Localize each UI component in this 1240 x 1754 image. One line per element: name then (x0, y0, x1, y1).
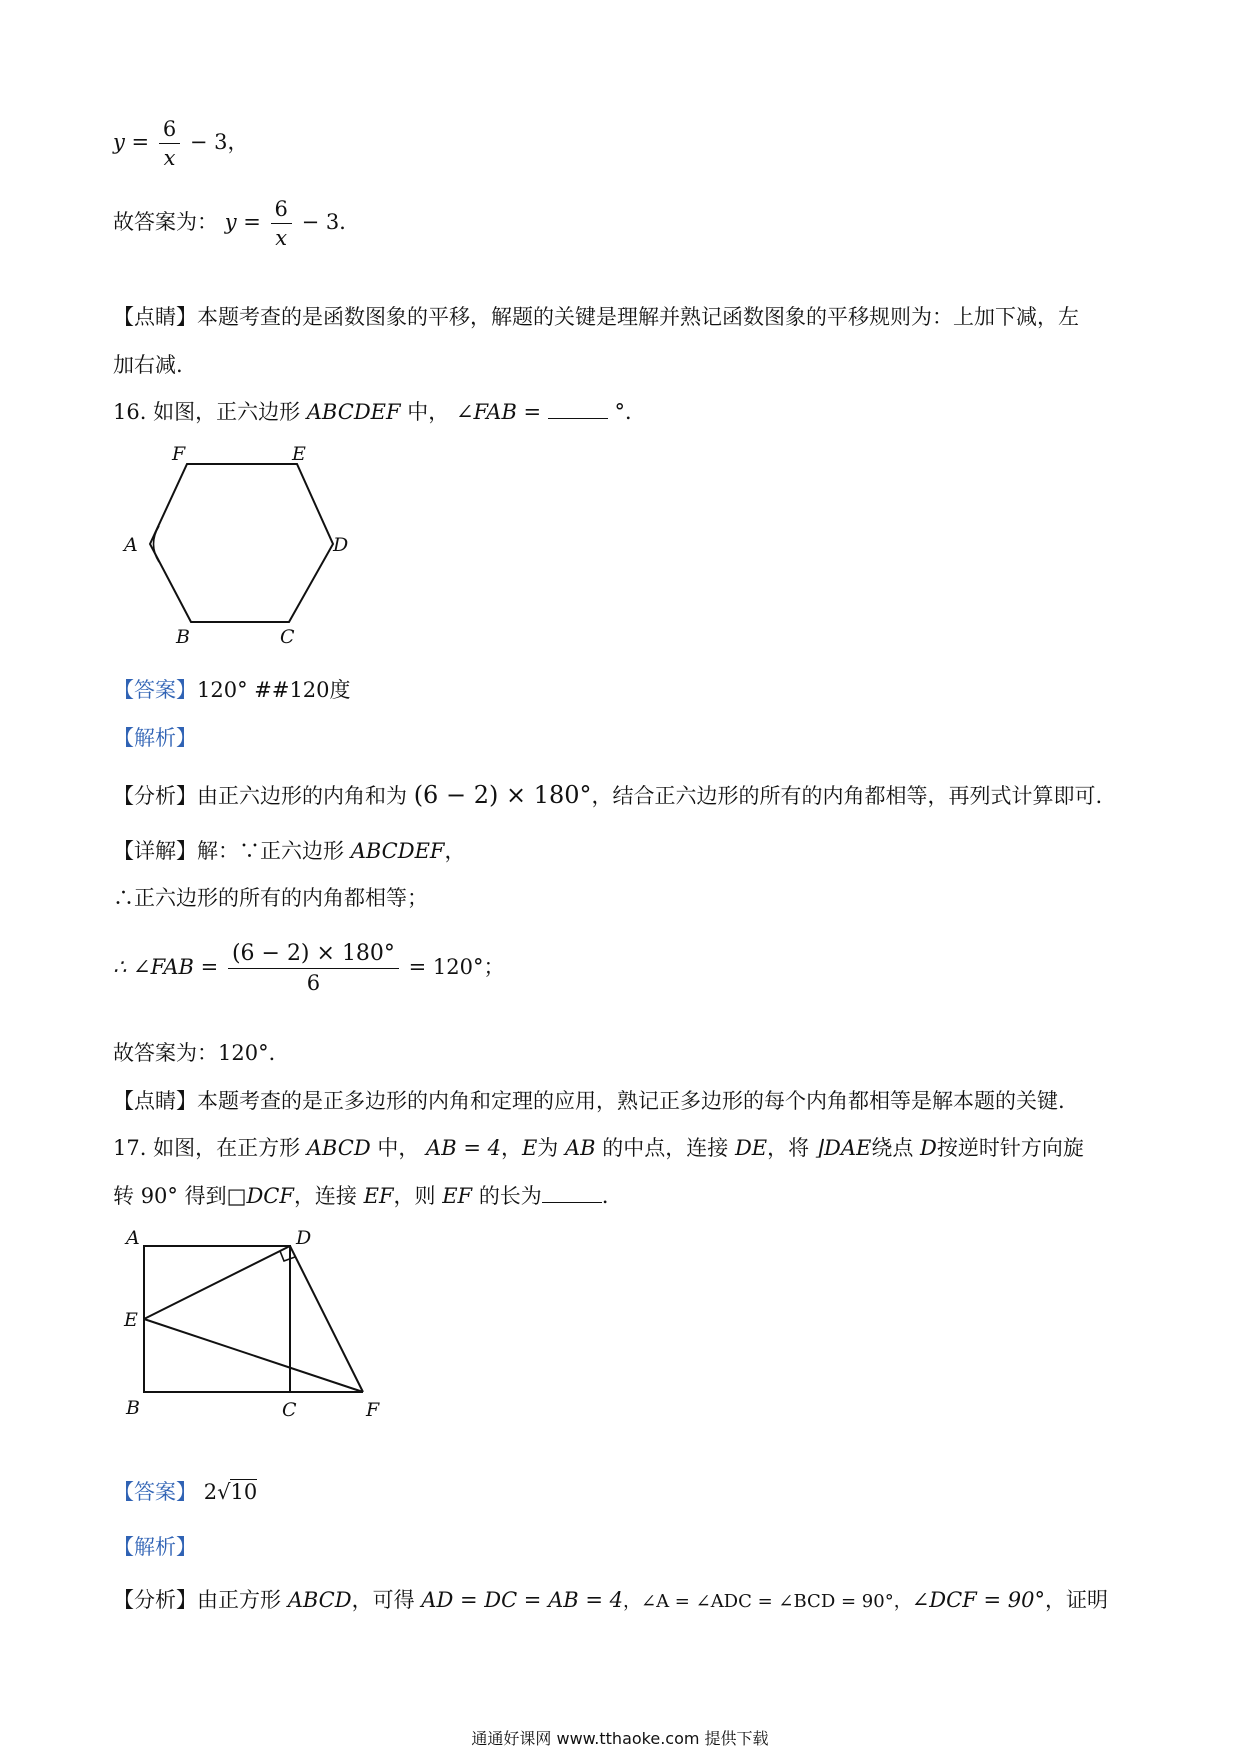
q17-stem1-b: ABCD (306, 1136, 371, 1160)
q17-stem2-d: □DCF (226, 1184, 294, 1208)
q17-stem1-m: 绕点 (871, 1136, 914, 1160)
q17-stem1-h: AB (564, 1136, 596, 1160)
square-figure (120, 1226, 420, 1446)
q16-comment-text: 本题考查的是正多边形的内角和定理的应用，熟记正多边形的每个内角都相等是解本题的关键. (197, 1089, 1065, 1113)
q17-stem-2 (113, 1181, 623, 1211)
q17-stem1-j: DE (734, 1136, 768, 1160)
q17-stem2-i: 的长为 (478, 1184, 542, 1208)
q17-fenxi-d: AD = DC = AB = 4 (421, 1588, 623, 1612)
q16-calc-right: = 120°； (408, 955, 505, 979)
q16-calc-denominator: 6 (306, 971, 321, 995)
q17-stem1-n: D (920, 1136, 937, 1160)
q16-stem-a: 16. 如图，正六边形 (113, 400, 301, 424)
q17-stem2-g: ，则 (393, 1184, 436, 1208)
fraction-denominator: x (163, 146, 176, 170)
hex-label-a: A (124, 534, 138, 556)
answer-fraction-denominator: x (275, 226, 288, 250)
comment-tag: 【点睛】 (113, 305, 197, 329)
fraction-numerator: 6 (159, 115, 180, 144)
q17-stem1-a: 17. 如图，在正方形 (113, 1136, 301, 1160)
q17-fenxi-c: ，可得 (351, 1588, 415, 1612)
formula-right: − 3， (189, 130, 249, 154)
q17-answer-blank (542, 1182, 602, 1203)
sq-label-b: B (126, 1397, 140, 1419)
sqrt-symbol: √ (217, 1480, 231, 1504)
hex-label-e: E (292, 443, 306, 465)
q17-stem2-b: 90° (140, 1184, 178, 1208)
q16-line2 (113, 883, 428, 913)
sq-label-c: C (282, 1399, 297, 1421)
q16-stem-d: ∠FAB = (455, 400, 542, 424)
q16-fenxi (113, 780, 1102, 811)
answer-prefix: 故答案为： (113, 210, 218, 234)
q16-analysis-tag: 【解析】 (113, 726, 197, 750)
q16-fenxi-c: ，结合正六边形的所有的内角都相等，再列式计算即可. (591, 784, 1103, 808)
answer-fraction-numerator: 6 (271, 195, 292, 224)
q16-calc-left: ∴ ∠FAB = (113, 955, 219, 979)
answer-right: − 3． (301, 210, 361, 234)
q16-analysis (113, 723, 197, 753)
q17-fenxi-e: ，∠A = ∠ADC = ∠BCD = 90°， (623, 1591, 912, 1612)
q16-final (113, 1038, 290, 1068)
comment-text-2: 加右减. (113, 353, 183, 377)
q17-fenxi-g: ，证明 (1044, 1588, 1108, 1612)
q16-answer-blank (548, 398, 608, 419)
q17-stem2-f: EF (363, 1184, 394, 1208)
q16-stem-e: °． (614, 400, 647, 424)
sq-label-d: D (296, 1227, 312, 1249)
sq-label-e: E (124, 1309, 138, 1331)
q16-stem (113, 397, 646, 427)
q16-comment (113, 1086, 1065, 1116)
q16-xiangjie-b: ABCDEF (350, 839, 445, 863)
q17-stem-1 (113, 1133, 1084, 1163)
q17-answer-radicand: 10 (230, 1480, 258, 1504)
answer-left: y = (224, 210, 261, 234)
q17-stem1-g: 为 (537, 1136, 559, 1160)
q17-stem2-c: 得到 (184, 1184, 227, 1208)
comment-line-1 (113, 302, 1079, 332)
q17-fenxi (113, 1585, 1108, 1617)
q16-final-text: 故答案为：120°． (113, 1041, 290, 1065)
q17-answer-coef: 2 (203, 1480, 218, 1504)
hex-label-c: C (280, 626, 295, 648)
q16-stem-b: ABCDEF (306, 400, 401, 424)
q16-calc-fraction (228, 940, 399, 997)
fraction (159, 115, 180, 172)
q17-analysis (113, 1532, 197, 1562)
answer-fraction (271, 195, 292, 252)
q17-fenxi-tag: 【分析】 (113, 1588, 197, 1612)
q16-xiangjie-tag: 【详解】 (113, 839, 197, 863)
q17-stem1-i: 的中点，连接 (602, 1136, 729, 1160)
q17-fenxi-b: ABCD (287, 1588, 352, 1612)
q16-answer-text: 120° ##120度 (197, 678, 351, 702)
page-footer: 通通好课网 www.tthaoke.com 提供下载 (471, 1729, 769, 1748)
q16-calc (113, 940, 504, 997)
q17-fenxi-a: 由正方形 (197, 1588, 281, 1612)
q16-stem-c: 中， (407, 400, 450, 424)
sq-label-f: F (366, 1399, 380, 1421)
sq-label-a: A (126, 1227, 140, 1249)
answer-line (113, 195, 360, 252)
q16-xiangjie (113, 836, 465, 866)
q16-xiangjie-a: 解：∵正六边形 (197, 839, 344, 863)
q17-stem1-e: ， (500, 1136, 522, 1160)
formula-left: y = (113, 130, 150, 154)
hex-label-b: B (176, 626, 190, 648)
q17-stem2-a: 转 (113, 1184, 134, 1208)
q17-stem2-j: ． (601, 1184, 623, 1208)
q16-calc-numerator: (6 − 2) × 180° (228, 940, 399, 969)
q16-xiangjie-c: ， (444, 839, 466, 863)
q17-stem1-l: ⌋DAE (815, 1136, 872, 1160)
q17-stem1-k: ，将 (767, 1136, 810, 1160)
hex-label-f: F (172, 443, 186, 465)
q17-analysis-tag: 【解析】 (113, 1535, 197, 1559)
q17-stem2-h: EF (442, 1184, 473, 1208)
q16-answer (113, 675, 351, 705)
q17-answer-tag: 【答案】 (113, 1480, 197, 1504)
comment-text-1: 本题考查的是函数图象的平移，解题的关键是理解并熟记函数图象的平移规则为：上加下减，左 (197, 305, 1079, 329)
q16-fenxi-tag: 【分析】 (113, 784, 197, 808)
hex-label-d: D (333, 534, 349, 556)
q17-stem2-e: ，连接 (293, 1184, 357, 1208)
q16-fenxi-b: (6 − 2) × 180° (413, 781, 592, 809)
q17-fenxi-f: ∠DCF = 90° (911, 1588, 1045, 1612)
q16-answer-tag: 【答案】 (113, 678, 197, 702)
formula-line (113, 115, 249, 172)
q17-answer (113, 1477, 257, 1507)
hexagon-figure (120, 440, 360, 650)
q16-fenxi-a: 由正六边形的内角和为 (197, 784, 407, 808)
q16-line2-text: ∴正六边形的所有的内角都相等； (113, 886, 428, 910)
q17-stem1-o: 按逆时针方向旋 (936, 1136, 1084, 1160)
q17-stem1-f: E (521, 1136, 538, 1160)
q16-comment-tag: 【点睛】 (113, 1089, 197, 1113)
q17-stem1-d: AB = 4 (426, 1136, 501, 1160)
comment-line-2 (113, 350, 183, 380)
q17-stem1-c: 中， (377, 1136, 420, 1160)
